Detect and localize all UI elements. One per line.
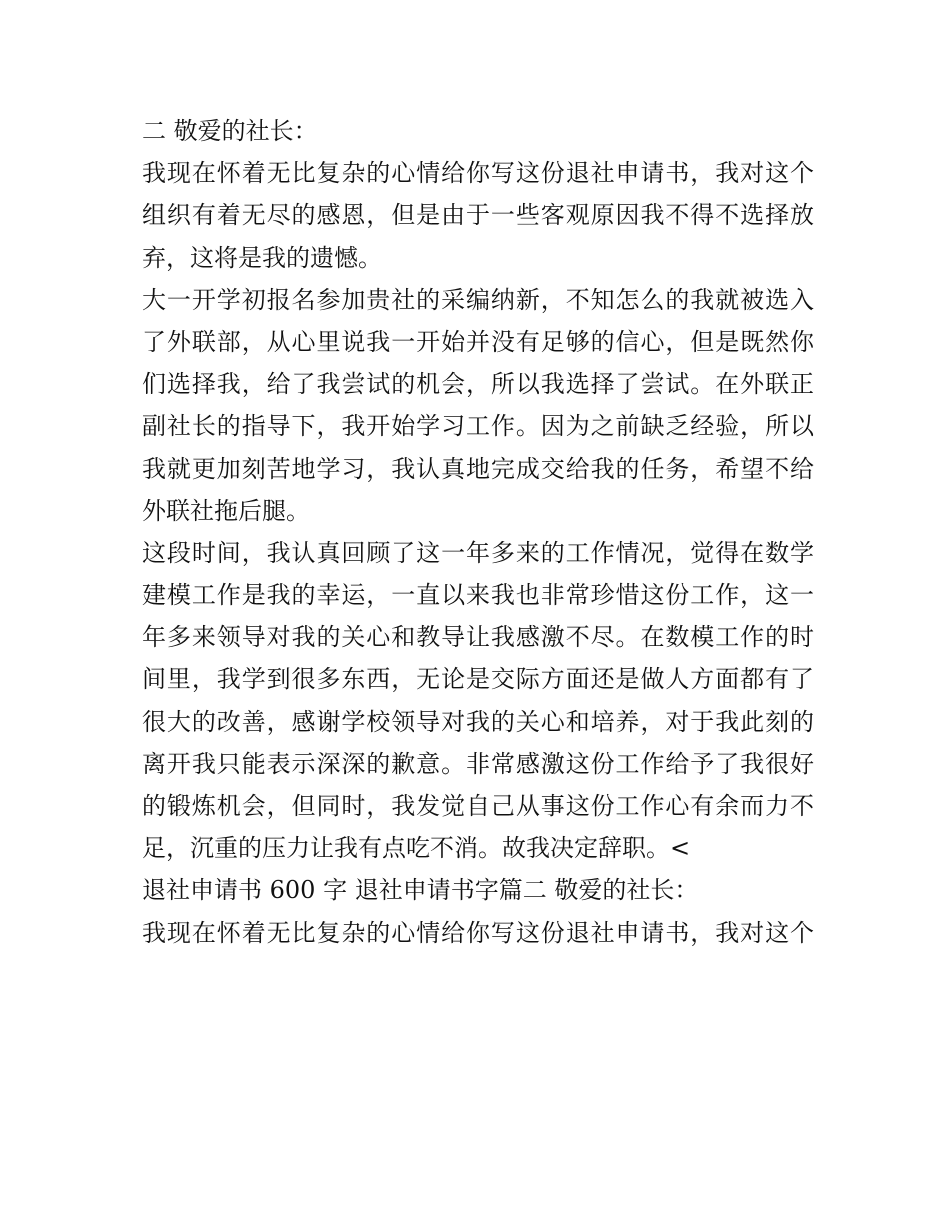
paragraph-line: 的锻炼机会，但同时，我发觉自己从事这份工作心有余而力不	[142, 792, 814, 820]
paragraph-line: 很大的改善，感谢学校领导对我的关心和培养，对于我此刻的	[142, 707, 814, 736]
paragraph-line: 这段时间，我认真回顾了这一年多来的工作情况，觉得在数学	[142, 538, 814, 567]
paragraph-line: 我现在怀着无比复杂的心情给你写这份退社申请书，我对这个	[142, 159, 814, 188]
paragraph-line: 大一开学初报名参加贵社的采编纳新，不知怎么的我就被选入	[142, 285, 814, 314]
paragraph-line: 副社长的指导下，我开始学习工作。因为之前缺乏经验，所以	[142, 412, 814, 441]
paragraph-line: 了外联部，从心里说我一开始并没有足够的信心，但是既然你	[142, 327, 814, 356]
paragraph-line: 我现在怀着无比复杂的心情给你写这份退社申请书，我对这个	[142, 918, 814, 947]
document-body	[142, 110, 814, 954]
paragraph-line: 组织有着无尽的感恩，但是由于一些客观原因我不得不选择放	[142, 201, 814, 230]
paragraph-line: 我就更加刻苦地学习，我认真地完成交给我的任务，希望不给	[142, 454, 814, 483]
paragraph-line: 弃，这将是我的遗憾。	[142, 243, 382, 272]
paragraph-line: 间里，我学到很多东西，无论是交际方面还是做人方面都有了	[142, 665, 814, 694]
paragraph-line: 离开我只能表示深深的歉意。非常感激这份工作给予了我很好	[142, 749, 814, 778]
paragraph-line: 足，沉重的压力让我有点吃不消。故我决定辞职。<	[142, 834, 691, 863]
paragraph-line: 们选择我，给了我尝试的机会，所以我选择了尝试。在外联正	[142, 370, 814, 399]
paragraph-line: 建模工作是我的幸运，一直以来我也非常珍惜这份工作，这一	[142, 581, 814, 610]
paragraph-line: 外联社拖后腿。	[142, 496, 310, 525]
section-title-line: 退社申请书 600 字 退社申请书字篇二 敬爱的社长：	[142, 876, 699, 905]
paragraph-line: 年多来领导对我的关心和教导让我感激不尽。在数模工作的时	[142, 623, 814, 652]
paragraph-heading-line: 二 敬爱的社长：	[142, 117, 318, 145]
